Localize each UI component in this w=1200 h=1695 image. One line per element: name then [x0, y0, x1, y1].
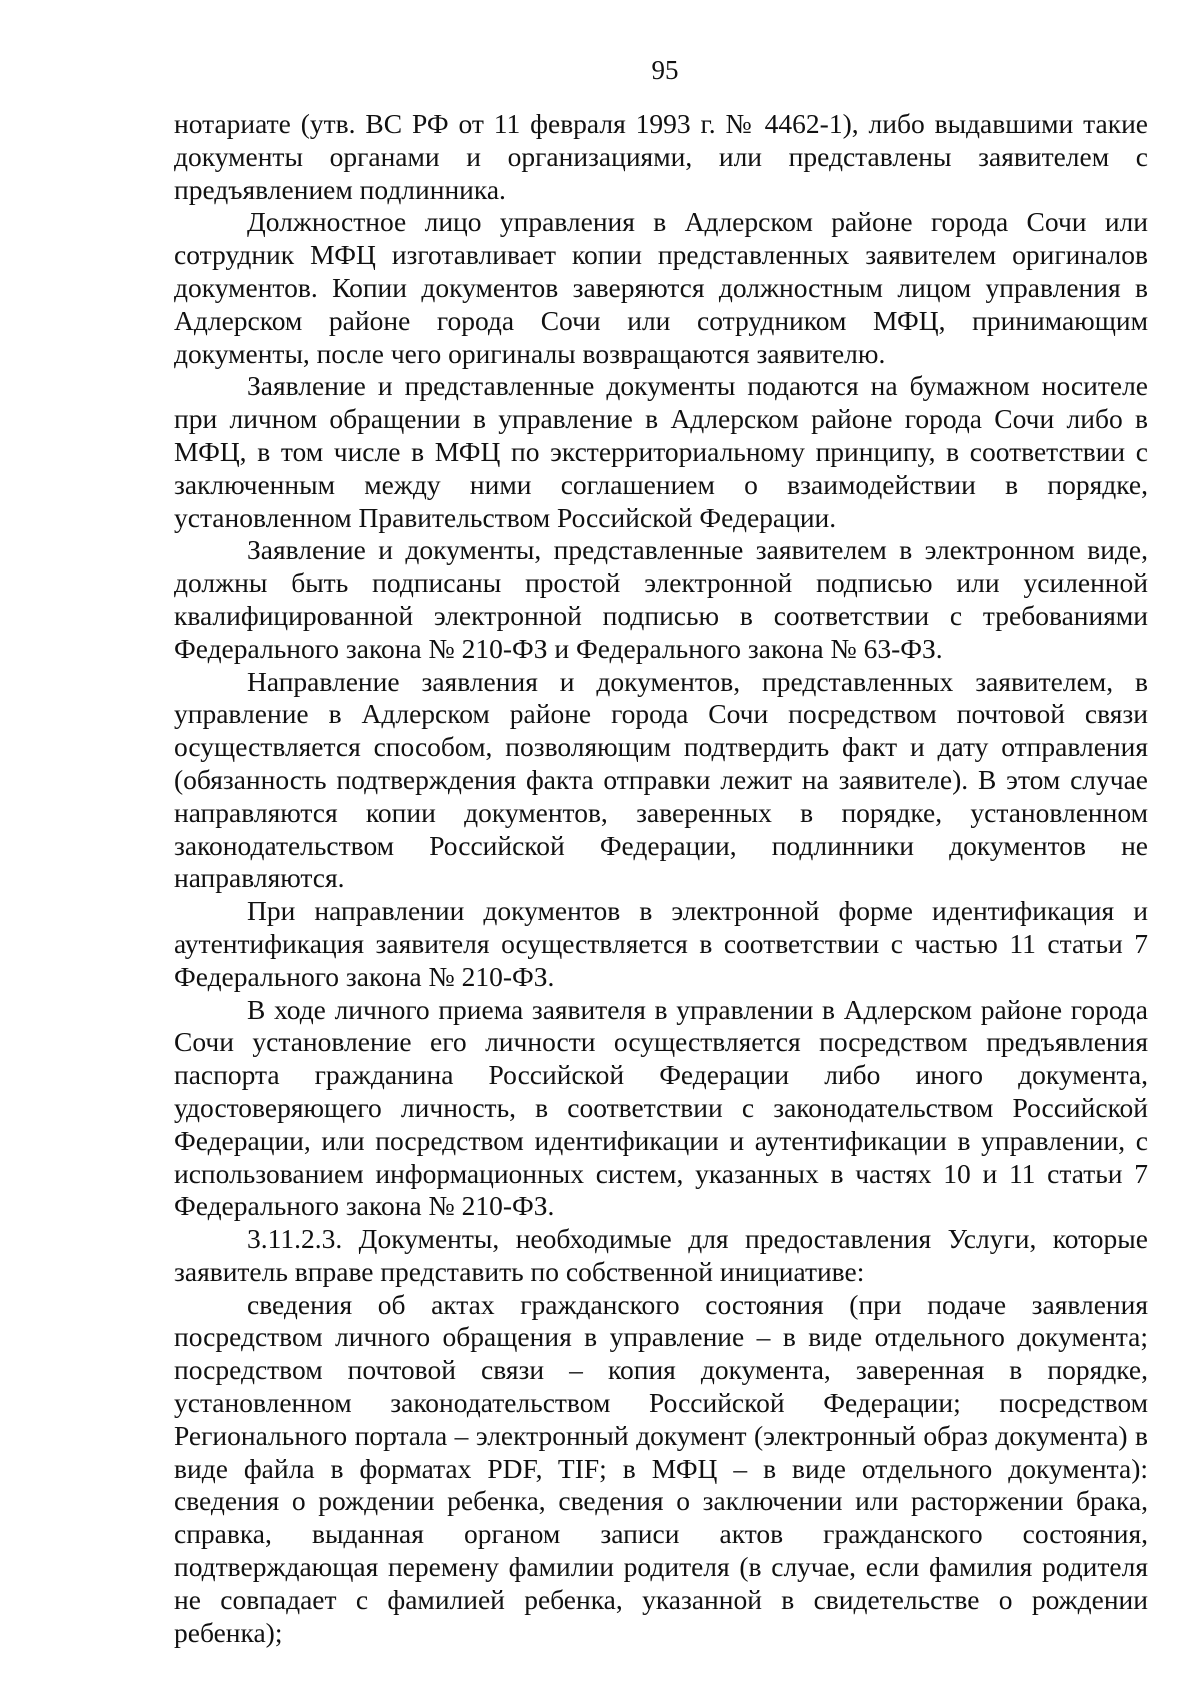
page-number: 95: [651, 55, 679, 85]
paragraph-postal-submission: Направление заявления и документов, представленных заявителем, в управление в Адлерском районе города Сочи посредством почтовой связи осуществляется способом, позволяющим подтвердить факт и дату отправления (обязанность подтверждения факта отправки лежит на заявителе). В этом случае направляются копии документов, заверенных в порядке, установленном законодательством Российской Федерации, подлинники документов не направляются.: [174, 665, 1148, 894]
paragraph-authentication: При направлении документов в электронной форме идентификация и аутентификация заявителя осуществляется в соответствии с частью 11 статьи 7 Федерального закона № 210-ФЗ.: [174, 895, 1148, 992]
paragraph-continuation: нотариате (утв. ВС РФ от 11 февраля 1993 г. № 4462-1), либо выдавшими такие документы органами и организациями, или представлены заявителем с предъявлением подлинника.: [174, 108, 1148, 205]
paragraph-section-3-11-2-3: 3.11.2.3. Документы, необходимые для предоставления Услуги, которые заявитель вправе представить по собственной инициативе:: [174, 1223, 1148, 1287]
paragraph-personal-reception: В ходе личного приема заявителя в управлении в Адлерском районе города Сочи установление его личности осуществляется посредством предъявления паспорта гражданина Российской Федерации либо иного документа, удостоверяющего личность, в соответствии с законодательством Российской Федерации, или посредством идентификации и аутентификации в управлении, с использованием информационных систем, указанных в частях 10 и 11 статьи 7 Федерального закона № 210-ФЗ.: [174, 993, 1148, 1222]
document-body: [174, 108, 1148, 1649]
paragraph-paper-submission: Заявление и представленные документы подаются на бумажном носителе при личном обращении в управление в Адлерском районе города Сочи либо в МФЦ, в том числе в МФЦ по экстерриториальному принципу, в соответствии с заключенным между ними соглашением о взаимодействии в порядке, установленном Правительством Российской Федерации.: [174, 370, 1148, 533]
paragraph-copies: Должностное лицо управления в Адлерском районе города Сочи или сотрудник МФЦ изготавливает копии представленных заявителем оригиналов документов. Копии документов заверяются должностным лицом управления в Адлерском районе города Сочи или сотрудником МФЦ, принимающим документы, после чего оригиналы возвращаются заявителю.: [174, 206, 1148, 369]
paragraph-civil-status-records: сведения об актах гражданского состояния (при подаче заявления посредством личного обращения в управление – в виде отдельного документа; посредством почтовой связи – копия документа, заверенная в порядке, установленном законодательством Российской Федерации; посредством Регионального портала – электронный документ (электронный образ документа) в виде файла в форматах PDF, TIF; в МФЦ – в виде отдельного документа): сведения о рождении ребенка, сведения о заключении или расторжении брака, справка, выданная органом записи актов гражданского состояния, подтверждающая перемену фамилии родителя (в случае, если фамилия родителя не совпадает с фамилией ребенка, указанной в свидетельстве о рождении ребенка);: [174, 1288, 1148, 1648]
paragraph-electronic-signature: Заявление и документы, представленные заявителем в электронном виде, должны быть подписаны простой электронной подписью или усиленной квалифицированной электронной подписью в соответствии с требованиями Федерального закона № 210-ФЗ и Федерального закона № 63-ФЗ.: [174, 534, 1148, 664]
